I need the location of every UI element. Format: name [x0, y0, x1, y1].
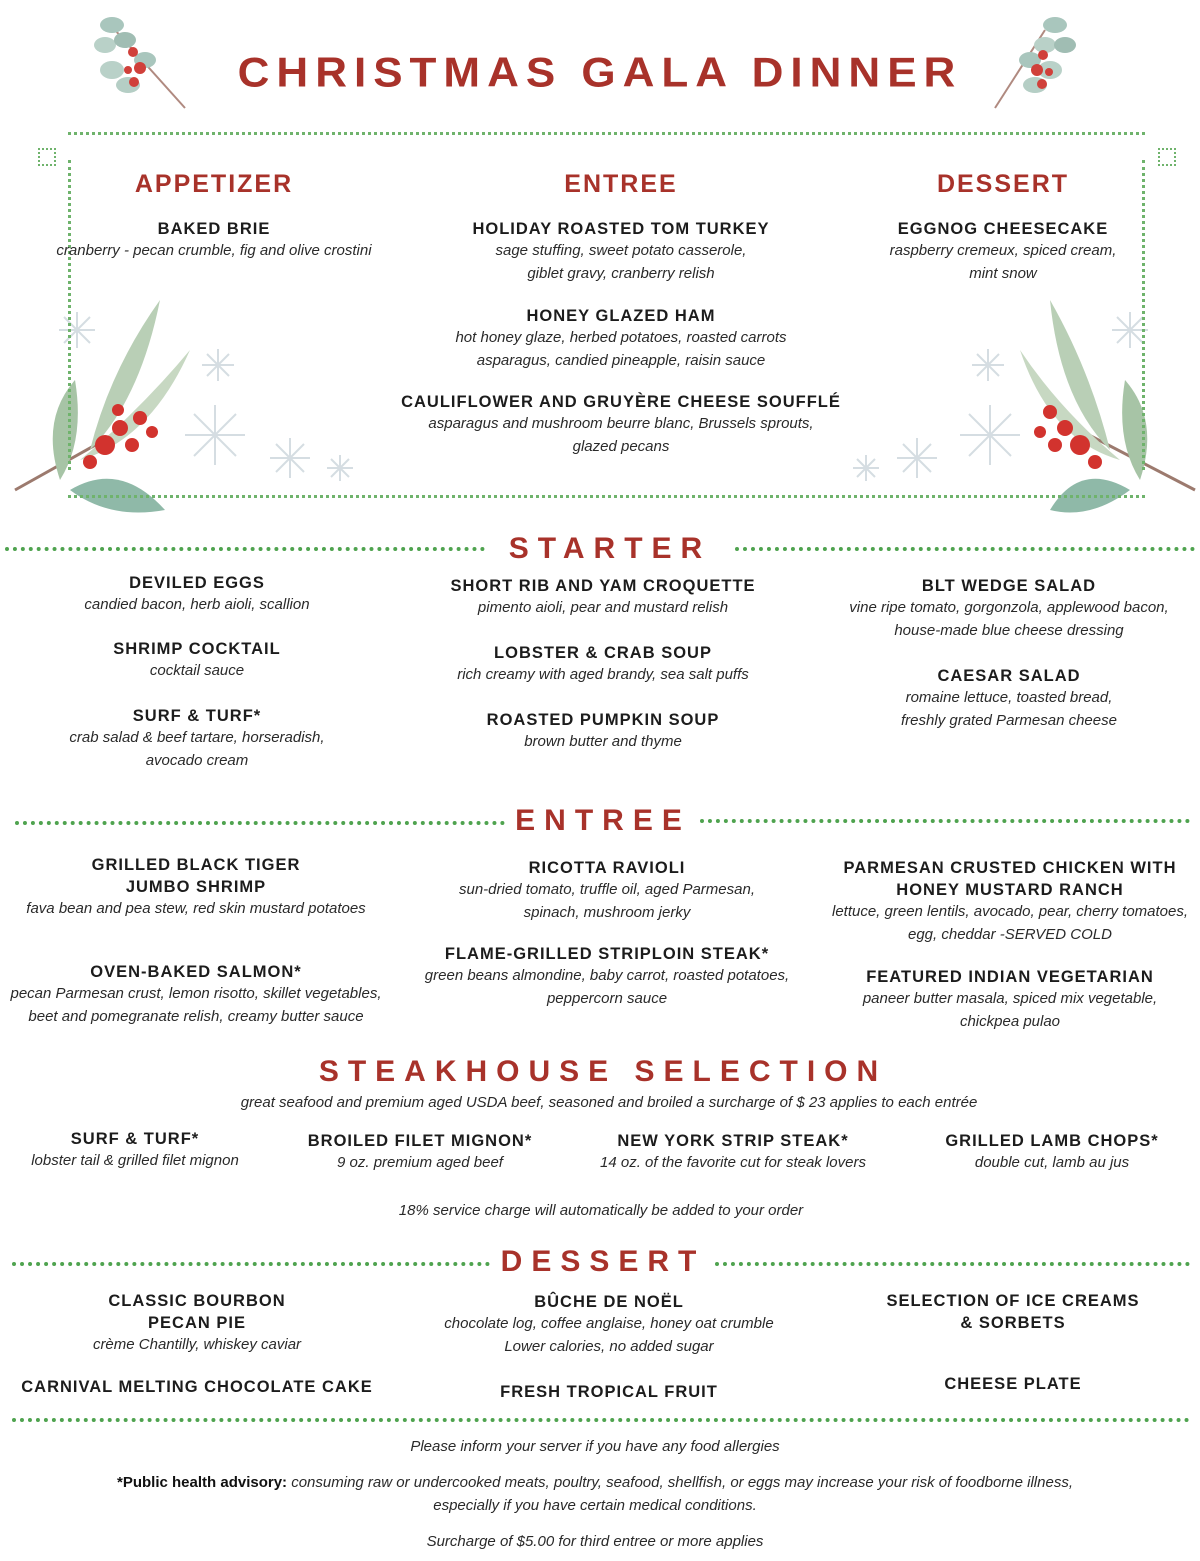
heading-starter: STARTER [508, 532, 712, 565]
menu-item [24, 218, 404, 263]
menu-item-description: paneer butter masala, spiced mix vegetable, chickpea pulao [862, 990, 1158, 1030]
menu-item-name: EGGNOG CHEESECAKE [897, 220, 1109, 238]
menu-item-name: BÛCHE DE NOËL [534, 1293, 684, 1311]
divider [5, 547, 485, 551]
frame-corner [1158, 148, 1176, 166]
menu-item-name: HOLIDAY ROASTED TOM TURKEY [472, 220, 770, 238]
divider [12, 1418, 1190, 1422]
menu-item [381, 391, 861, 458]
menu-item-description: hot honey glaze, herbed potatoes, roasted carrots asparagus, candied pineapple, raisin sauce [455, 329, 787, 369]
menu-item [7, 705, 387, 772]
menu-item-name: NEW YORK STRIP STEAK* [617, 1132, 849, 1150]
menu-item [0, 854, 396, 921]
menu-item-name: CAESAR SALAD [937, 667, 1081, 685]
menu-item-description: brown butter and thyme [524, 733, 682, 750]
menu-item [809, 575, 1200, 642]
menu-item-name: RICOTTA RAVIOLI [528, 859, 686, 877]
menu-item-description: romaine lettuce, toasted bread, freshly grated Parmesan cheese [901, 689, 1117, 729]
menu-item-name: CHEESE PLATE [944, 1375, 1082, 1393]
menu-item-name: CARNIVAL MELTING CHOCOLATE CAKE [21, 1378, 373, 1396]
frame-left [68, 160, 71, 470]
menu-item-description: sun-dried tomato, truffle oil, aged Parmesan, spinach, mushroom jerky [459, 881, 755, 921]
menu-item-name: LOBSTER & CRAB SOUP [494, 644, 712, 662]
menu-item-name: FLAME-GRILLED STRIPLOIN STEAK* [444, 945, 770, 963]
advisory-label: *Public health advisory: [117, 1474, 288, 1491]
heading-dessert: DESSERT [936, 170, 1070, 198]
menu-item-description: raspberry cremeux, spiced cream, mint snow [889, 242, 1117, 282]
menu-item-name: FRESH TROPICAL FRUIT [500, 1383, 718, 1401]
allergy-note: Please inform your server if you have any food allergies [410, 1438, 780, 1455]
menu-item-name: ROASTED PUMPKIN SOUP [486, 711, 720, 729]
divider [700, 819, 1190, 823]
menu-item-description: cocktail sauce [149, 662, 245, 679]
menu-item-name: SURF & TURF* [70, 1130, 200, 1148]
divider [715, 1262, 1190, 1266]
menu-item [407, 857, 807, 924]
menu-item-name: CAULIFLOWER AND GRUYÈRE CHEESE SOUFFLÉ [401, 393, 841, 411]
menu-item-name: BROILED FILET MIGNON* [307, 1132, 533, 1150]
menu-item [0, 961, 396, 1028]
menu-item-description: rich creamy with aged brandy, sea salt puffs [457, 666, 749, 683]
heading-entree-main: ENTREE [515, 804, 691, 837]
menu-item [813, 1290, 1200, 1334]
steakhouse-subtitle: great seafood and premium aged USDA beef, seasoned and broiled a surcharge of $ 23 applies to each entrée [240, 1094, 978, 1111]
menu-item [0, 1376, 397, 1398]
menu-item-name: BAKED BRIE [157, 220, 271, 238]
menu-item-description: candied bacon, herb aioli, scallion [84, 596, 310, 613]
menu-item-name: CLASSIC BOURBON PECAN PIE [108, 1292, 286, 1332]
menu-item-description: crab salad & beef tartare, horseradish, avocado cream [69, 729, 325, 769]
menu-item-description: vine ripe tomato, gorgonzola, applewood bacon, house-made blue cheese dressing [849, 599, 1169, 639]
health-advisory [117, 1471, 1073, 1494]
menu-item-description: sage stuffing, sweet potato casserole, giblet gravy, cranberry relish [495, 242, 747, 282]
menu-item [5, 1128, 265, 1173]
menu-item-name: FEATURED INDIAN VEGETARIAN [866, 968, 1154, 986]
menu-item [270, 1130, 570, 1175]
menu-item-name: SURF & TURF* [132, 707, 262, 725]
menu-item [7, 1290, 387, 1357]
menu-item-name: GRILLED BLACK TIGER JUMBO SHRIMP [91, 856, 301, 896]
menu-item-description: lobster tail & grilled filet mignon [31, 1152, 239, 1169]
menu-item [7, 572, 387, 617]
advisory-text: consuming raw or undercooked meats, poultry, seafood, shellfish, or eggs may increase your risk of foodborne illness, [287, 1474, 1073, 1491]
heading-appetizer: APPETIZER [134, 170, 294, 198]
service-charge-note: 18% service charge will automatically be added to your order [398, 1202, 804, 1219]
menu-item [912, 1130, 1192, 1175]
menu-item-description: crème Chantilly, whiskey caviar [92, 1336, 302, 1353]
menu-item-name: GRILLED LAMB CHOPS* [945, 1132, 1159, 1150]
frame-right [1142, 160, 1145, 470]
menu-item [403, 642, 803, 687]
menu-item-description: fava bean and pea stew, red skin mustard potatoes [26, 900, 366, 917]
health-advisory-cont: especially if you have certain medical conditions. [433, 1497, 757, 1514]
menu-item [409, 1381, 809, 1403]
menu-item-name: HONEY GLAZED HAM [526, 307, 716, 325]
menu-item [407, 943, 807, 1010]
menu-item-description: chocolate log, coffee anglaise, honey oat crumble Lower calories, no added sugar [444, 1315, 774, 1355]
menu-item-name: OVEN-BAKED SALMON* [90, 963, 302, 981]
menu-item-description: pecan Parmesan crust, lemon risotto, skillet vegetables, beet and pomegranate relish, creamy butter sauce [10, 985, 382, 1025]
menu-item-description: double cut, lamb au jus [974, 1154, 1130, 1171]
menu-item-name: SELECTION OF ICE CREAMS & SORBETS [886, 1292, 1140, 1332]
menu-item-description: 9 oz. premium aged beef [337, 1154, 503, 1171]
menu-item-name: SHORT RIB AND YAM CROQUETTE [450, 577, 756, 595]
menu-item [813, 218, 1193, 285]
heading-entree: ENTREE [564, 170, 678, 198]
menu-item [809, 665, 1200, 732]
divider [15, 821, 505, 825]
menu-item-description: pimento aioli, pear and mustard relish [477, 599, 729, 616]
menu-item [391, 218, 851, 285]
menu-item-description: cranberry - pecan crumble, fig and olive crostini [56, 242, 372, 259]
menu-item [813, 1373, 1200, 1395]
surcharge-note: Surcharge of $5.00 for third entree or more applies [426, 1533, 764, 1550]
divider [12, 1262, 490, 1266]
divider [735, 547, 1195, 551]
menu-item-description: lettuce, green lentils, avocado, pear, cherry tomatoes, egg, cheddar -SERVED COLD [831, 903, 1189, 943]
menu-item [573, 1130, 893, 1175]
menu-item-name: PARMESAN CRUSTED CHICKEN WITH HONEY MUSTARD RANCH [843, 859, 1177, 899]
menu-item-name: BLT WEDGE SALAD [921, 577, 1097, 595]
menu-item [403, 575, 803, 620]
menu-item [810, 966, 1200, 1033]
heading-steakhouse: STEAKHOUSE SELECTION [318, 1055, 888, 1088]
heading-dessert-main: DESSERT [500, 1245, 706, 1278]
menu-item [409, 1291, 809, 1358]
menu-item [391, 305, 851, 372]
frame-corner [38, 148, 56, 166]
menu-item [810, 857, 1200, 946]
page-title: CHRISTMAS GALA DINNER [237, 49, 963, 96]
menu-item [7, 638, 387, 683]
menu-item-description: 14 oz. of the favorite cut for steak lovers [600, 1154, 866, 1171]
menu-item-name: DEVILED EGGS [129, 574, 265, 592]
menu-item-description: green beans almondine, baby carrot, roasted potatoes, peppercorn sauce [424, 967, 790, 1007]
menu-item-description: asparagus and mushroom beurre blanc, Brussels sprouts, glazed pecans [428, 415, 814, 455]
menu-item-name: SHRIMP COCKTAIL [113, 640, 281, 658]
menu-item [403, 709, 803, 754]
